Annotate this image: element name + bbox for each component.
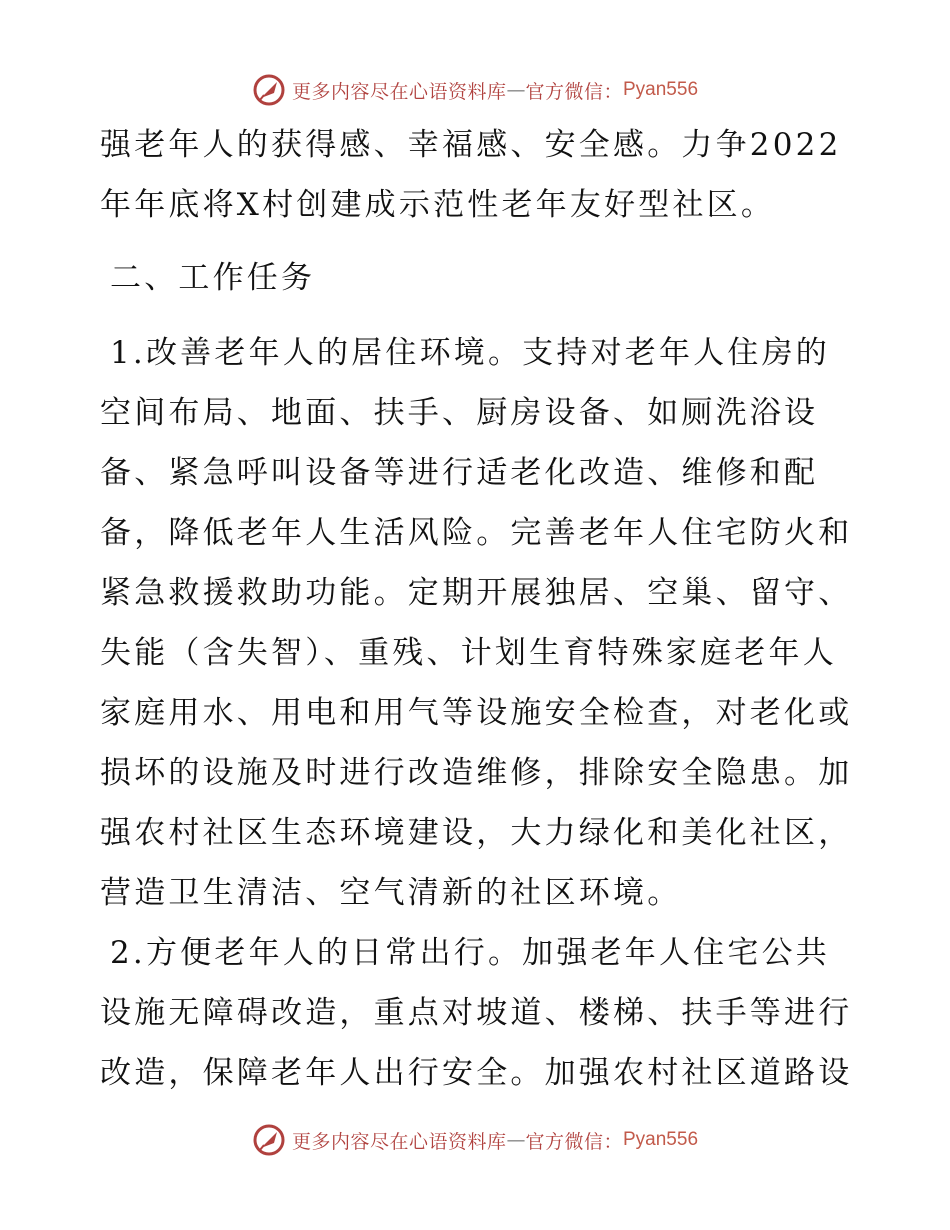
watermark-account-label: 官方微信： [525, 1130, 623, 1153]
text-line: 紧急救援救助功能。定期开展独居、空巢、留守、 [100, 575, 853, 611]
text-line: 设施无障碍改造，重点对坡道、楼梯、扶手等进行 [100, 995, 853, 1031]
text-line: 失能（含失智）、重残、计划生育特殊家庭老年人 [100, 635, 837, 671]
text-line: 强农村社区生态环境建设，大力绿化和美化社区， [100, 815, 853, 851]
watermark-text: 更多内容尽在心语资料库 [291, 1130, 507, 1153]
text-line: 营造卫生清洁、空气清新的社区环境。 [100, 875, 682, 911]
quill-logo-icon [252, 1123, 286, 1157]
text-line: 年年底将X村创建成示范性老年友好型社区。 [100, 187, 776, 223]
watermark-separator: — [506, 1129, 526, 1151]
text-line: 备，降低老年人生活风险。完善老年人住宅防火和 [100, 515, 853, 551]
text-line: 损坏的设施及时进行改造维修，排除安全隐患。加 [100, 755, 853, 791]
text-line: 备、紧急呼叫设备等进行适老化改造、维修和配 [100, 455, 819, 491]
watermark-account-id: Pyan556 [623, 1129, 699, 1150]
watermark-separator: — [506, 79, 526, 101]
text-line: 改造，保障老年人出行安全。加强农村社区道路设 [100, 1055, 853, 1091]
text-line: 1.改善老年人的居住环境。支持对老年人住房的 [110, 335, 830, 371]
section-heading: 二、工作任务 [110, 260, 316, 296]
text-line: 强老年人的获得感、幸福感、安全感。力争2022 [100, 127, 842, 163]
watermark-account-id: Pyan556 [623, 79, 699, 100]
text-line: 家庭用水、用电和用气等设施安全检查，对老化或 [100, 695, 853, 731]
header-watermark [0, 70, 950, 110]
text-line: 2.方便老年人的日常出行。加强老年人住宅公共 [110, 935, 830, 971]
watermark-text: 更多内容尽在心语资料库 [291, 80, 507, 103]
footer-watermark [0, 1120, 950, 1160]
watermark-account-label: 官方微信： [525, 80, 623, 103]
quill-logo-icon [252, 73, 286, 107]
text-line: 空间布局、地面、扶手、厨房设备、如厕洗浴设 [100, 395, 819, 431]
